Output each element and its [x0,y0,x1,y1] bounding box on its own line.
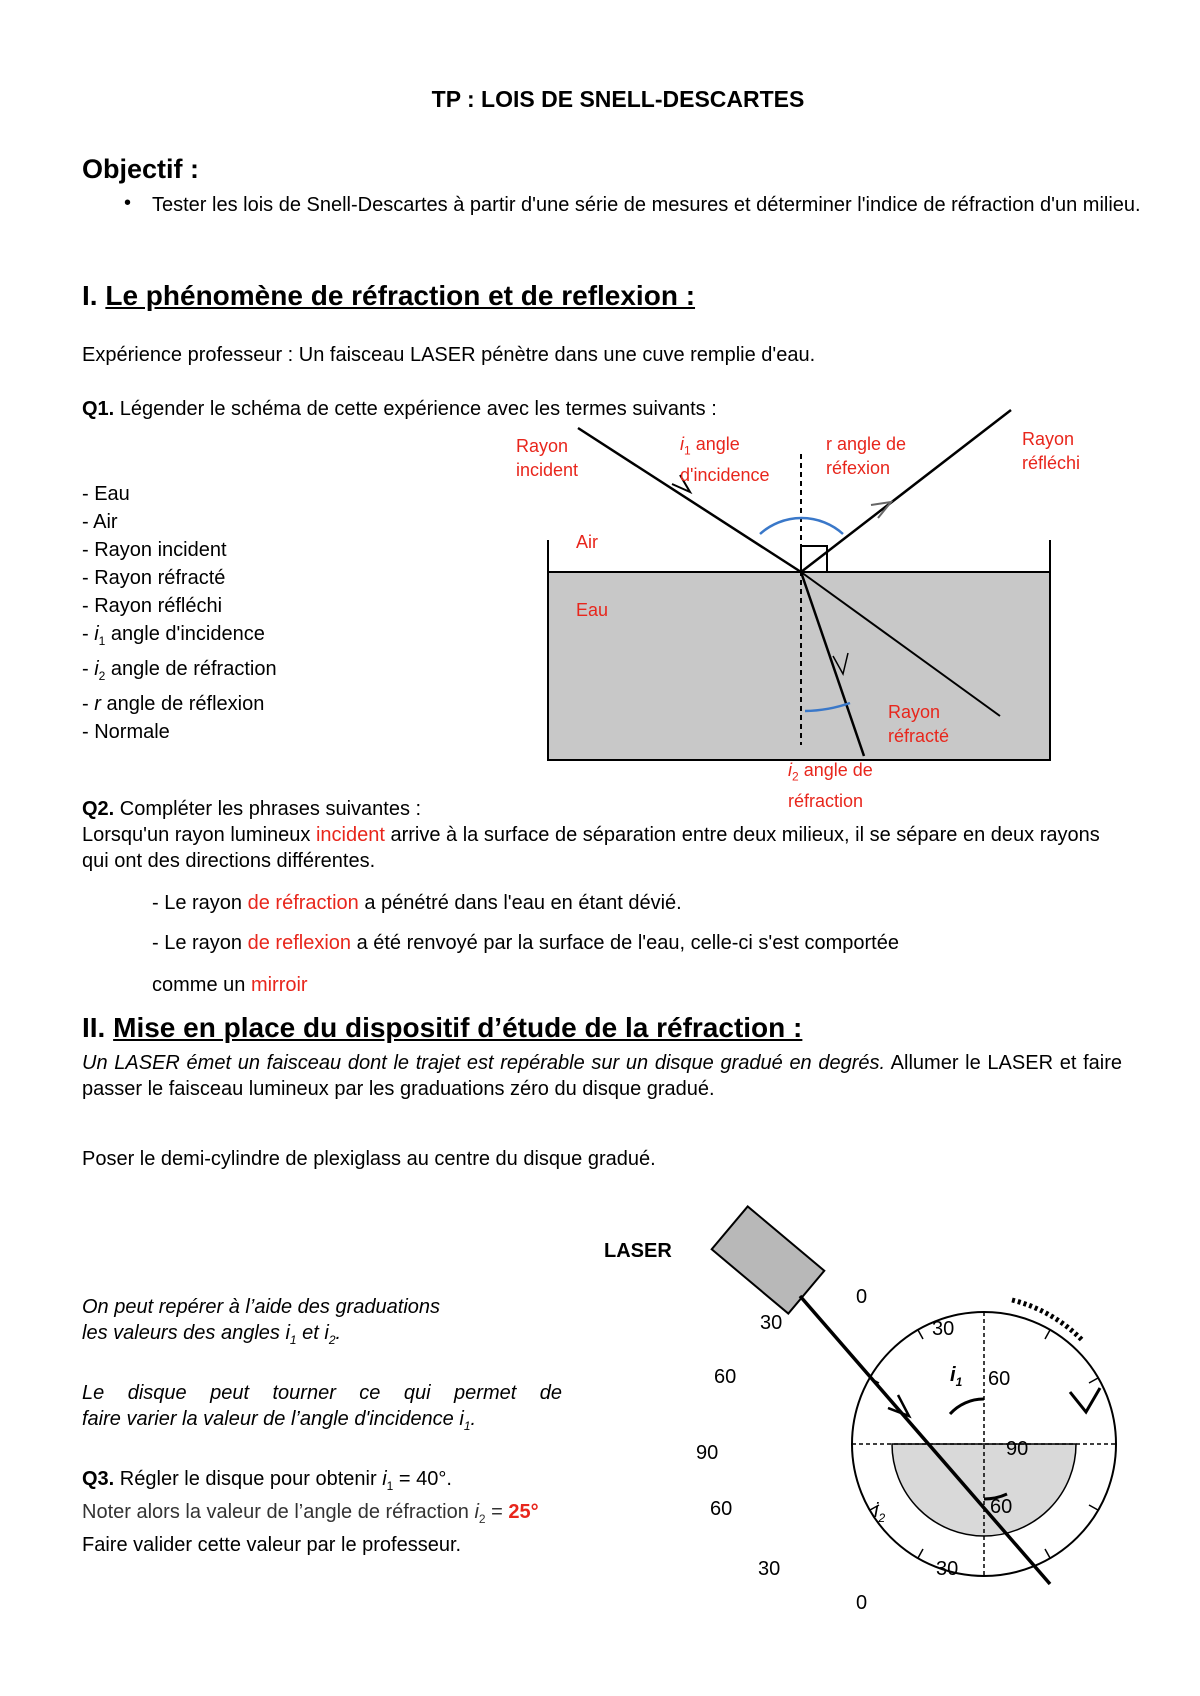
graduation-60-right-top: 60 [988,1368,1011,1390]
rotation-arrowhead-icon [1070,1388,1100,1412]
objectif-heading: Objectif : [82,154,200,184]
term-item: - r angle de réflexion [82,693,265,715]
section2-paragraph-2: Poser le demi-cylindre de plexiglass au centre du disque gradué. [82,1148,656,1170]
graduation-60-left-bottom: 60 [710,1498,733,1520]
q2-sentence-1: Lorsqu'un rayon lumineux incident arrive à la surface de séparation entre deux milieux, il se sépare en deux rayons qui ont des directions différentes. [82,824,1100,872]
label-i1-disk: $i_1$ [950,1364,963,1389]
label-rayon-reflechi: Rayon réfléchi [1022,429,1081,473]
objectif-text: Tester les lois de Snell-Descartes à partir d'une série de mesures et déterminer l'indice de réfraction d'un milieu. [152,194,1141,216]
label-rayon-refracte: Rayon réfracté [888,702,950,746]
section2-paragraph-1: Un LASER émet un faisceau dont le trajet est repérable sur un disque gradué en degrés. Allumer le LASER et faire passer le faisceau lumineux par les graduations zéro du disque gradué. [82,1052,1122,1100]
note-disque: Le disque peut tourner ce qui permet de faire varier la valeur de l’angle d'incidence $i_1$. [82,1382,562,1433]
answer-i2-value: 25° [508,1501,539,1523]
section2-title: Mise en place du dispositif d’étude de la réfraction : [113,1012,803,1043]
term-item: - Air [82,511,118,533]
answer-mirroir: mirroir [250,974,308,996]
label-i2-disk: $i_2$ [874,1500,886,1525]
graduation-0-bottom: 0 [856,1592,868,1614]
q2-sentence-4: comme un mirroir [152,974,308,996]
graduation-90-left: 90 [696,1442,719,1464]
term-item: - Normale [82,721,170,743]
term-item: - Rayon réfléchi [82,595,223,617]
q2-sentence-3: - Le rayon de reflexion a été renvoyé par la surface de l'eau, celle-ci s'est comportée [152,932,899,954]
graduation-30-top-right: 30 [932,1318,955,1340]
graduation-90-right: 90 [1006,1438,1029,1460]
q1-label: Q1. [82,398,115,420]
graduation-30-bottom-right: 30 [936,1558,959,1580]
i1-arc [950,1399,984,1414]
bullet-icon: • [124,192,132,214]
term-item: - Eau [82,483,130,505]
label-air: Air [576,532,598,552]
q3-block: Q3. Régler le disque pour obtenir $i_1 = 40^\circ$. Noter alors la valeur de l’angle de réfraction $i_2 = 25^\circ$ Faire valider cette valeur par le professeur. [82,1468,539,1556]
label-r-angle: r angle de réfexion [826,434,907,478]
label-i1-angle: $i_1$ angle d'incidence [680,434,770,485]
graduation-30-bottom-left: 30 [758,1558,781,1580]
section2-number: II. [82,1012,106,1043]
section1-number: I. [82,280,98,311]
q1-text: Légender le schéma de cette expérience avec les termes suivants : [114,398,717,420]
q2-sentence-2: - Le rayon de réfraction a pénétré dans l'eau en étant dévié. [152,892,682,914]
term-item: - $i_1$ angle d'incidence [82,623,265,648]
note-graduations: On peut repérer à l’aide des graduations les valeurs des angles $i_1$ et $i_2$. [82,1296,441,1347]
answer-reflexion: de reflexion [247,932,352,954]
term-item: - Rayon réfracté [82,567,226,589]
laser-label: LASER [604,1240,672,1262]
graduation-60-right-bottom: 60 [990,1496,1013,1518]
graduation-60-left-top: 60 [714,1366,737,1388]
q2-label: Q2. [82,798,115,820]
answer-incident: incident [315,824,385,846]
section1-title: Le phénomène de réfraction et de reflexion : [105,280,696,311]
experience-text: Expérience professeur : Un faisceau LASER pénètre dans une cuve remplie d'eau. [82,344,816,366]
answer-refraction: de réfraction [247,892,359,914]
q3-label: Q3. [82,1468,115,1490]
graduation-0-top: 0 [856,1286,868,1308]
page-title: TP : LOIS DE SNELL-DESCARTES [431,86,805,112]
beam-arrow-icon [888,1395,909,1416]
term-item: - Rayon incident [82,539,227,561]
q2-text: Compléter les phrases suivantes : [114,798,422,820]
label-rayon-incident: Rayon incident [516,436,579,480]
graduation-30-top-left: 30 [760,1312,783,1334]
label-i2-angle: $i_2$ angle de réfraction [788,760,873,811]
label-eau: Eau [576,600,609,620]
term-item: - $i_2$ angle de réfraction [82,658,277,683]
laser-device [712,1206,825,1313]
